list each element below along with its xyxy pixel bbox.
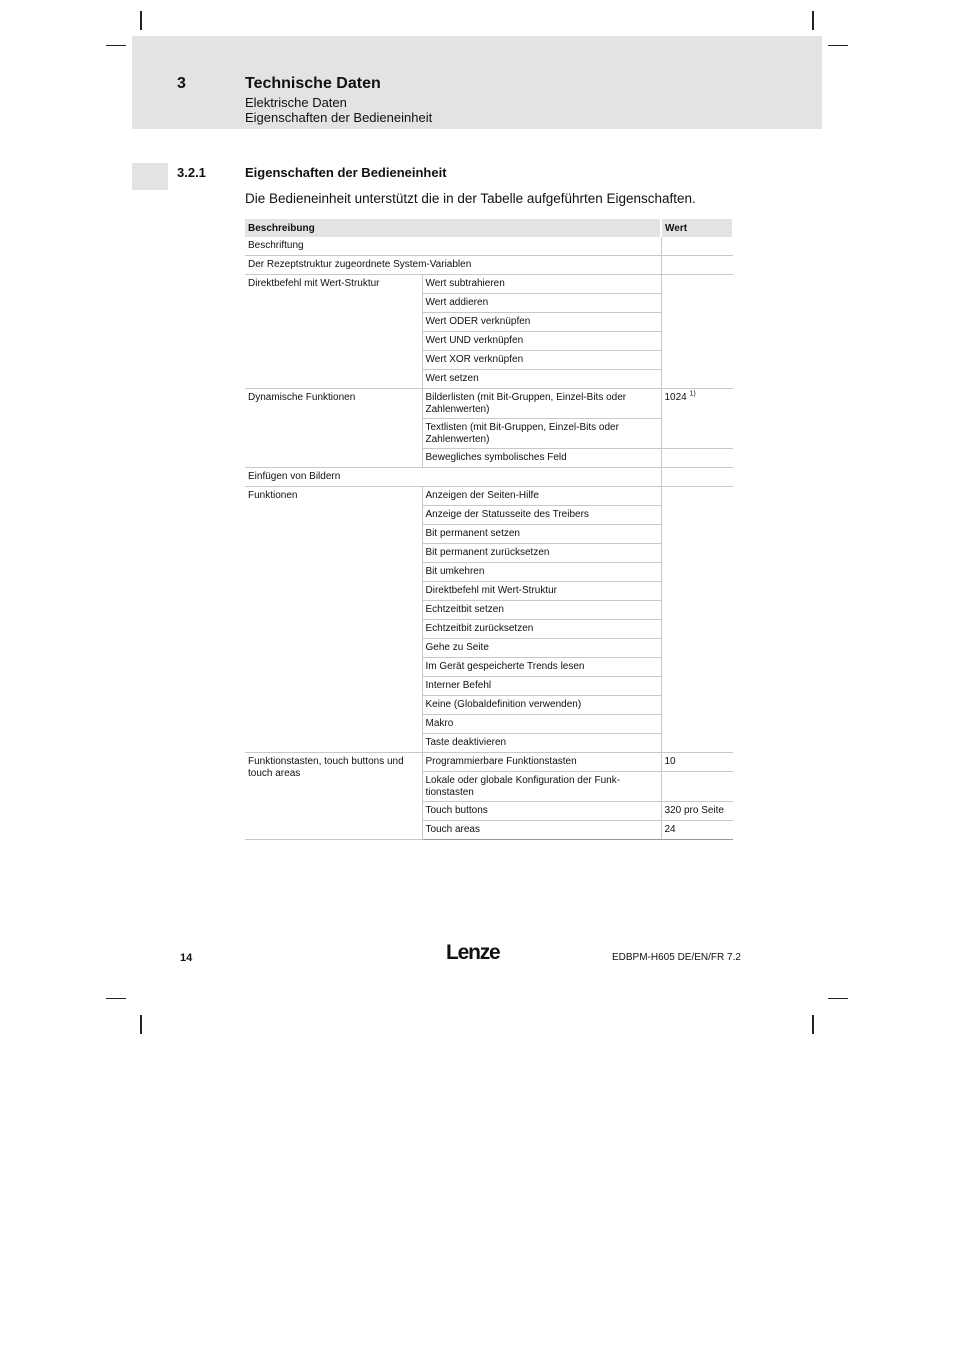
group-label: Dynamische Funktionen xyxy=(245,389,422,468)
row-label: Der Rezeptstruktur zugeordnete System-Variablen xyxy=(245,256,661,275)
row-item: Lokale oder globale Konfiguration der Funk-tionstasten xyxy=(422,772,661,802)
row-value xyxy=(661,772,733,802)
row-value: 10 xyxy=(661,753,733,772)
row-label: Einfügen von Bildern xyxy=(245,468,661,487)
crop-mark xyxy=(828,45,848,46)
row-item: Makro xyxy=(422,715,661,734)
row-item: Touch buttons xyxy=(422,802,661,821)
row-value: 320 pro Seite xyxy=(661,802,733,821)
header-band xyxy=(132,36,822,129)
footnote-mark: 1) xyxy=(689,390,696,398)
crop-mark xyxy=(106,45,126,46)
lenze-logo: Lenze xyxy=(446,941,500,964)
value-number: 1024 xyxy=(664,392,687,403)
table-row xyxy=(245,275,733,294)
row-item: Anzeigen der Seiten-Hilfe xyxy=(422,487,661,506)
group-label: Funktionstasten, touch buttons und touch areas xyxy=(245,753,422,840)
document-code: EDBPM-H605 DE/EN/FR 7.2 xyxy=(612,952,741,963)
table-row xyxy=(245,237,733,256)
row-item: Bewegliches symbolisches Feld xyxy=(422,449,661,468)
row-item: Gehe zu Seite xyxy=(422,639,661,658)
row-item: Bilderlisten (mit Bit-Gruppen, Einzel-Bits oder Zahlenwerten) xyxy=(422,389,661,419)
row-value: 24 xyxy=(661,821,733,840)
intro-paragraph: Die Bedieneinheit unterstützt die in der Tabelle aufgeführten Eigenschaften. xyxy=(245,191,696,206)
row-item: Echtzeitbit zurücksetzen xyxy=(422,620,661,639)
row-value xyxy=(661,256,733,275)
row-value xyxy=(661,468,733,487)
section-title: Eigenschaften der Bedieneinheit xyxy=(245,165,447,180)
row-value xyxy=(661,275,733,389)
table-row xyxy=(245,468,733,487)
chapter-subtitle: Eigenschaften der Bedieneinheit xyxy=(245,110,433,125)
header-value: Wert xyxy=(661,219,733,237)
crop-mark xyxy=(812,1015,814,1034)
table-header-row xyxy=(245,219,733,237)
row-item: Interner Befehl xyxy=(422,677,661,696)
header-description: Beschreibung xyxy=(245,219,661,237)
row-item: Wert ODER verknüpfen xyxy=(422,313,661,332)
row-item: Anzeige der Statusseite des Treibers xyxy=(422,506,661,525)
row-item: Bit permanent zurücksetzen xyxy=(422,544,661,563)
crop-mark xyxy=(812,11,814,30)
row-item: Echtzeitbit setzen xyxy=(422,601,661,620)
row-value xyxy=(661,389,733,449)
row-item: Wert subtrahieren xyxy=(422,275,661,294)
row-value xyxy=(661,237,733,256)
row-item: Touch areas xyxy=(422,821,661,840)
group-label: Direktbefehl mit Wert-Struktur xyxy=(245,275,422,389)
group-label: Funktionen xyxy=(245,487,422,753)
crop-mark xyxy=(828,998,848,999)
row-item: Im Gerät gespeicherte Trends lesen xyxy=(422,658,661,677)
row-value xyxy=(661,449,733,468)
row-item: Wert XOR verknüpfen xyxy=(422,351,661,370)
properties-table xyxy=(245,219,734,840)
section-marker xyxy=(132,163,168,190)
chapter-subtitle: Elektrische Daten xyxy=(245,95,347,110)
row-item: Bit umkehren xyxy=(422,563,661,582)
table-row xyxy=(245,256,733,275)
row-item: Taste deaktivieren xyxy=(422,734,661,753)
row-item: Direktbefehl mit Wert-Struktur xyxy=(422,582,661,601)
table-row xyxy=(245,389,733,419)
table-row xyxy=(245,487,733,506)
table-row xyxy=(245,753,733,772)
row-item: Bit permanent setzen xyxy=(422,525,661,544)
crop-mark xyxy=(140,11,142,30)
page-number: 14 xyxy=(180,952,193,964)
chapter-title: Technische Daten xyxy=(245,75,381,92)
row-label: Beschriftung xyxy=(245,237,661,256)
crop-mark xyxy=(140,1015,142,1034)
section-number: 3.2.1 xyxy=(177,165,206,180)
row-item: Keine (Globaldefinition verwenden) xyxy=(422,696,661,715)
row-item: Wert addieren xyxy=(422,294,661,313)
row-item: Wert UND verknüpfen xyxy=(422,332,661,351)
row-item: Wert setzen xyxy=(422,370,661,389)
row-item: Programmierbare Funktionstasten xyxy=(422,753,661,772)
row-item: Textlisten (mit Bit-Gruppen, Einzel-Bits oder Zahlenwerten) xyxy=(422,419,661,449)
row-value xyxy=(661,487,733,753)
crop-mark xyxy=(106,998,126,999)
chapter-number: 3 xyxy=(177,75,186,92)
